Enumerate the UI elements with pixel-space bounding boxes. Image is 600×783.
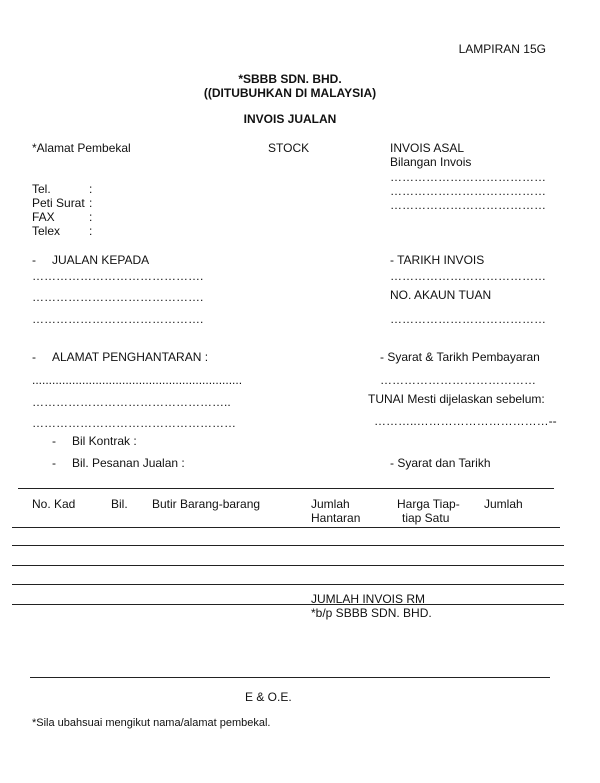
col-unit-price-1: Harga Tiap- <box>397 497 460 511</box>
sold-to-dots-2: ……………………………………. <box>32 290 204 304</box>
col-delivery-qty-2: Hantaran <box>311 511 361 525</box>
po-box-label: Peti Surat <box>32 196 85 210</box>
on-behalf-label: *b/p SBBB SDN. BHD. <box>311 606 432 620</box>
eoe-note: E & O.E. <box>245 690 292 704</box>
incorporation-note: ((DITUBUHKAN DI MALAYSIA) <box>203 86 377 100</box>
col-card-no: No. Kad <box>32 497 76 511</box>
telex-label: Telex <box>32 224 61 238</box>
delivery-dots-3: …………………………………………… <box>32 416 236 430</box>
account-number-dots: ………………………………… <box>390 312 546 326</box>
invoice-date-dots: ………………………………… <box>390 269 546 283</box>
sales-order-dash: - <box>52 456 56 470</box>
payment-terms-dots: ………………………………… <box>380 373 536 387</box>
delivery-dash: - <box>32 350 36 364</box>
supplier-address-label: *Alamat Pembekal <box>32 141 131 155</box>
signature-rule <box>30 677 550 678</box>
delivery-address-label: ALAMAT PENGHANTARAN : <box>52 350 209 364</box>
table-top-rule <box>18 488 554 489</box>
invoice-total-label: JUMLAH INVOIS RM <box>311 592 426 606</box>
table-rule-5 <box>12 604 564 605</box>
delivery-dots-2: ………………………………………….. <box>32 395 231 409</box>
cash-due-label: TUNAI Mesti dijelaskan sebelum: <box>368 392 545 406</box>
sold-to-label: JUALAN KEPADA <box>52 253 150 267</box>
col-amount: Jumlah <box>484 497 523 511</box>
col-item-details: Butir Barang-barang <box>152 497 261 511</box>
delivery-dots-1: ............................................................... <box>32 373 243 387</box>
payment-terms-label: - Syarat & Tarikh Pembayaran <box>380 350 540 364</box>
tel-label: Tel. <box>32 182 51 196</box>
telex-colon: : <box>89 224 93 238</box>
col-unit-price-2: tiap Satu <box>402 511 450 525</box>
po-box-colon: : <box>89 196 93 210</box>
invoice-dots-1: ………………………………… <box>390 170 546 184</box>
sales-order-label: Bil. Pesanan Jualan : <box>72 456 185 470</box>
document-title: INVOIS JUALAN <box>243 112 337 126</box>
sold-to-dots-1: ……………………………………. <box>32 269 204 283</box>
col-qty: Bil. <box>111 497 128 511</box>
table-rule-3 <box>12 565 564 566</box>
table-rule-2 <box>12 545 564 546</box>
invoice-dots-3: ………………………………… <box>390 198 546 212</box>
company-name: *SBBB SDN. BHD. <box>238 72 342 86</box>
col-delivery-qty-1: Jumlah <box>311 497 350 511</box>
table-rule-1 <box>12 527 560 528</box>
customisation-note: *Sila ubahsuai mengikut nama/alamat pembekal. <box>32 717 271 729</box>
account-number-label: NO. AKAUN TUAN <box>390 288 492 302</box>
cash-due-dots: ………..……………………………-- <box>374 414 557 428</box>
contract-number-label: Bil Kontrak : <box>72 434 137 448</box>
invoice-dots-2: ………………………………… <box>390 184 546 198</box>
sold-to-dots-3: ……………………………………. <box>32 312 204 326</box>
original-invoice-label: INVOIS ASAL <box>390 141 465 155</box>
tel-colon: : <box>89 182 93 196</box>
appendix-label: LAMPIRAN 15G <box>458 42 546 56</box>
invoice-number-label: Bilangan Invois <box>390 155 472 169</box>
table-rule-4 <box>12 584 564 585</box>
stock-label: STOCK <box>268 141 310 155</box>
contract-dash: - <box>52 434 56 448</box>
sold-to-dash: - <box>32 253 36 267</box>
terms-date-label: - Syarat dan Tarikh <box>390 456 491 470</box>
fax-label: FAX <box>32 210 55 224</box>
invoice-date-label: - TARIKH INVOIS <box>390 253 485 267</box>
fax-colon: : <box>89 210 93 224</box>
